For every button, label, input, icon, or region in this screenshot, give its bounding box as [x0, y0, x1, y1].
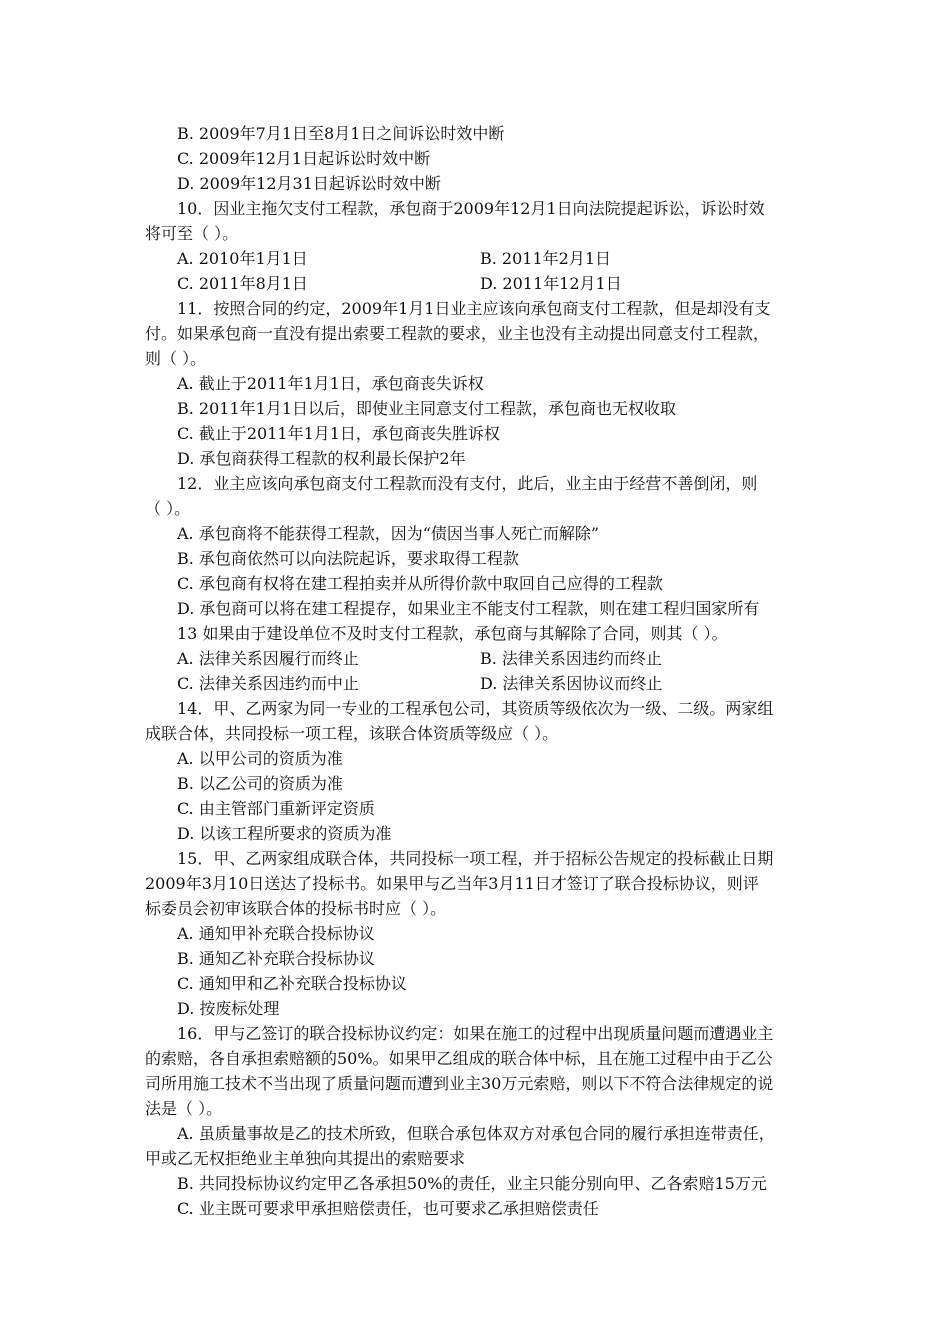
q16-option-b: B. 共同投标协议约定甲乙各承担50%的责任，业主只能分别向甲、乙各索赔15万元: [177, 1174, 767, 1193]
q12-stem-line-2: （ ）。: [145, 499, 191, 518]
q10-options-row-1: [145, 246, 807, 271]
q13-stem: 13 如果由于建设单位不及时支付工程款，承包商与其解除了合同，则其（ ）。: [177, 624, 728, 643]
q14-option-b: B. 以乙公司的资质为准: [177, 774, 343, 793]
q16-stem-line-1: 16．甲与乙签订的联合投标协议约定：如果在施工的过程中出现质量问题而遭遇业主: [177, 1024, 774, 1043]
q14-stem-line-2: 成联合体，共同投标一项工程，该联合体资质等级应（ ）。: [145, 724, 559, 743]
q11-option-b: B. 2011年1月1日以后，即使业主同意支付工程款，承包商也无权收取: [177, 399, 677, 418]
q10-option-b: B. 2011年2月1日: [480, 249, 612, 268]
q13-options-row-1: [145, 646, 807, 671]
q11-stem-line-2: 付。如果承包商一直没有提出索要工程款的要求，业主也没有主动提出同意支付工程款，: [145, 324, 770, 343]
q14-option-c: C. 由主管部门重新评定资质: [177, 799, 375, 818]
q10-stem-line-1: 10．因业主拖欠支付工程款，承包商于2009年12月1日向法院提起诉讼，诉讼时效: [177, 199, 765, 218]
q15-stem-line-1: 15．甲、乙两家组成联合体，共同投标一项工程，并于招标公告规定的投标截止日期: [177, 849, 774, 868]
q14-stem-line-1: 14．甲、乙两家为同一专业的工程承包公司，其资质等级依次为一级、二级。两家组: [177, 699, 774, 718]
q16-stem-line-3: 司所用施工技术不当出现了质量问题而遭到业主30万元索赔，则以下不符合法律规定的说: [145, 1074, 774, 1093]
q10-options-row-2: [145, 271, 807, 296]
q16-stem-line-4: 法是（ ）。: [145, 1099, 223, 1118]
q16-stem-line-2: 的索赔，各自承担索赔额的50%。如果甲乙组成的联合体中标，且在施工过程中由于乙公: [145, 1049, 773, 1068]
q10-option-c: C. 2011年8月1日: [177, 274, 308, 293]
q12-option-d: D. 承包商可以将在建工程提存，如果业主不能支付工程款，则在建工程归国家所有: [177, 599, 760, 618]
q16-option-a-line-1: A. 虽质量事故是乙的技术所致，但联合承包体双方对承包合同的履行承担连带责任，: [177, 1124, 775, 1143]
q11-option-c: C. 截止于2011年1月1日，承包商丧失胜诉权: [177, 424, 500, 443]
q13-option-d: D. 法律关系因协议而终止: [480, 674, 663, 693]
q13-option-a: A. 法律关系因履行而终止: [177, 649, 359, 668]
question-text: [145, 121, 807, 1221]
q11-option-d: D. 承包商获得工程款的权利最长保护2年: [177, 449, 466, 468]
q11-option-a: A. 截止于2011年1月1日，承包商丧失诉权: [177, 374, 484, 393]
q12-stem-line-1: 12．业主应该向承包商支付工程款而没有支付，此后，业主由于经营不善倒闭，则: [177, 474, 758, 493]
q12-option-c: C. 承包商有权将在建工程拍卖并从所得价款中取回自己应得的工程款: [177, 574, 663, 593]
q12-option-b: B. 承包商依然可以向法院起诉，要求取得工程款: [177, 549, 519, 568]
q15-stem-line-3: 标委员会初审该联合体的投标书时应（ ）。: [145, 899, 447, 918]
q15-option-d: D. 按废标处理: [177, 999, 280, 1018]
q13-option-c: C. 法律关系因违约而中止: [177, 674, 359, 693]
q15-option-a: A. 通知甲补充联合投标协议: [177, 924, 375, 943]
q10-option-d: D. 2011年12月1日: [480, 274, 622, 293]
q16-option-a-line-2: 甲或乙无权拒绝业主单独向其提出的索赔要求: [145, 1149, 466, 1168]
q14-option-d: D. 以该工程所要求的资质为准: [177, 824, 392, 843]
q12-option-a: A. 承包商将不能获得工程款，因为“债因当事人死亡而解除”: [177, 524, 600, 543]
q13-options-row-2: [145, 671, 807, 696]
q9-option-c: C. 2009年12月1日起诉讼时效中断: [177, 149, 431, 168]
q11-stem-line-1: 11．按照合同的约定，2009年1月1日业主应该向承包商支付工程款，但是却没有支: [177, 299, 771, 318]
q13-option-b: B. 法律关系因违约而终止: [480, 649, 662, 668]
q10-stem-line-2: 将可至（ ）。: [145, 224, 239, 243]
q15-option-b: B. 通知乙补充联合投标协议: [177, 949, 375, 968]
q9-option-d: D. 2009年12月31日起诉讼时效中断: [177, 174, 441, 193]
q15-option-c: C. 通知甲和乙补充联合投标协议: [177, 974, 407, 993]
q14-option-a: A. 以甲公司的资质为准: [177, 749, 343, 768]
q9-option-b: B. 2009年7月1日至8月1日之间诉讼时效中断: [177, 124, 505, 143]
q16-option-c: C. 业主既可要求甲承担赔偿责任，也可要求乙承担赔偿责任: [177, 1199, 599, 1218]
q10-option-a: A. 2010年1月1日: [177, 249, 308, 268]
q15-stem-line-2: 2009年3月10日送达了投标书。如果甲与乙当年3月11日才签订了联合投标协议，则评: [145, 874, 759, 893]
q11-stem-line-3: 则（ ）。: [145, 349, 207, 368]
